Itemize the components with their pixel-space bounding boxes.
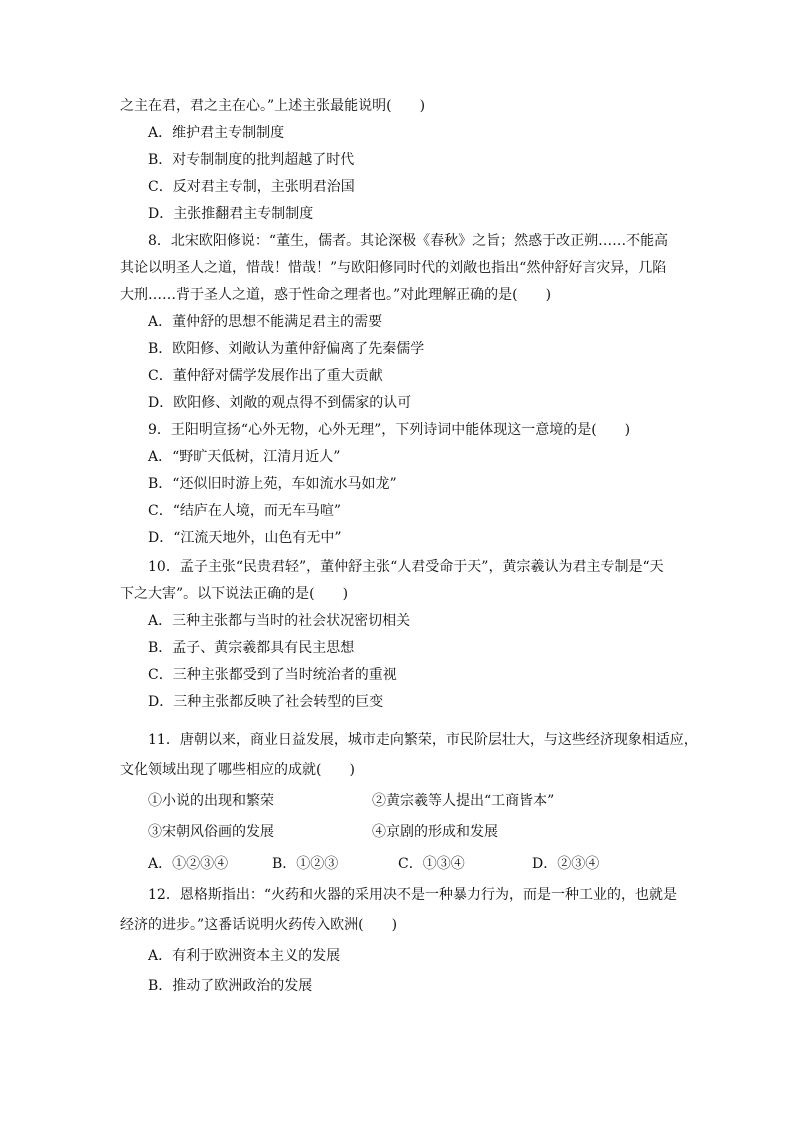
q11-option: B．①②③ <box>272 856 339 872</box>
text-line: 经济的进步。”这番话说明火药传入欧洲( ) <box>120 917 398 933</box>
question-10: 10．孟子主张“民贵君轻”，董仲舒主张“人君受命于天”，黄宗羲认为君主专制是“天 <box>148 559 664 575</box>
option-line: C．“结庐在人境，而无车马喧” <box>148 503 342 519</box>
q11-option: C．①③④ <box>398 856 465 872</box>
option-line: A．维护君主专制制度 <box>148 125 285 141</box>
q11-item: ①小说的出现和繁荣 <box>148 793 274 809</box>
option-line: A．三种主张都与当时的社会状况密切相关 <box>148 613 411 629</box>
question-11: 11．唐朝以来，商业日益发展，城市走向繁荣，市民阶层壮大，与这些经济现象相适应， <box>148 732 698 748</box>
q11-item: ②黄宗羲等人提出“工商皆本” <box>372 793 555 809</box>
option-line: A．董仲舒的思想不能满足君主的需要 <box>148 314 383 330</box>
question-8: 8．北宋欧阳修说：“董生，儒者。其论深极《春秋》之旨；然惑于改正朔……不能高 <box>148 233 669 249</box>
text-line: 之主在君，君之主在心。”上述主张最能说明( ) <box>120 98 426 114</box>
option-line: D．主张推翻君主专制制度 <box>148 206 314 222</box>
question-9: 9．王阳明宣扬“心外无物，心外无理”，下列诗词中能体现这一意境的是( ) <box>148 422 631 438</box>
q11-item: ④京剧的形成和发展 <box>372 824 498 840</box>
option-line: B．对专制制度的批判超越了时代 <box>148 152 355 168</box>
option-line: B．“还似旧时游上苑，车如流水马如龙” <box>148 476 397 492</box>
option-line: B．推动了欧洲政治的发展 <box>148 978 313 994</box>
text-line: 其论以明圣人之道，惜哉！惜哉！”与欧阳修同时代的刘敞也指出“然仲舒好言灾异，几陷 <box>120 260 667 276</box>
option-line: C．三种主张都受到了当时统治者的重视 <box>148 667 397 683</box>
text-line: 下之大害”。以下说法正确的是( ) <box>120 586 349 602</box>
text-line: 大刑……背于圣人之道，惑于性命之理者也。”对此理解正确的是( ) <box>120 287 552 303</box>
option-line: B．孟子、黄宗羲都具有民主思想 <box>148 640 355 656</box>
option-line: A．有利于欧洲资本主义的发展 <box>148 948 341 964</box>
option-line: D．“江流天地外，山色有无中” <box>148 530 342 546</box>
q11-item: ③宋朝风俗画的发展 <box>148 824 274 840</box>
option-line: C．反对君主专制，主张明君治国 <box>148 179 355 195</box>
option-line: B．欧阳修、刘敞认为董仲舒偏离了先秦儒学 <box>148 341 425 357</box>
option-line: C．董仲舒对儒学发展作出了重大贡献 <box>148 368 383 384</box>
question-12: 12．恩格斯指出：“火药和火器的采用决不是一种暴力行为，而是一种工业的，也就是 <box>148 887 677 903</box>
q11-option: D．②③④ <box>532 856 600 872</box>
option-line: D．三种主张都反映了社会转型的巨变 <box>148 694 384 710</box>
option-line: D．欧阳修、刘敞的观点得不到儒家的认可 <box>148 395 412 411</box>
option-line: A．“野旷天低树，江清月近人” <box>148 449 341 465</box>
q11-option: A．①②③④ <box>148 856 229 872</box>
text-line: 文化领域出现了哪些相应的成就( ) <box>120 762 355 778</box>
